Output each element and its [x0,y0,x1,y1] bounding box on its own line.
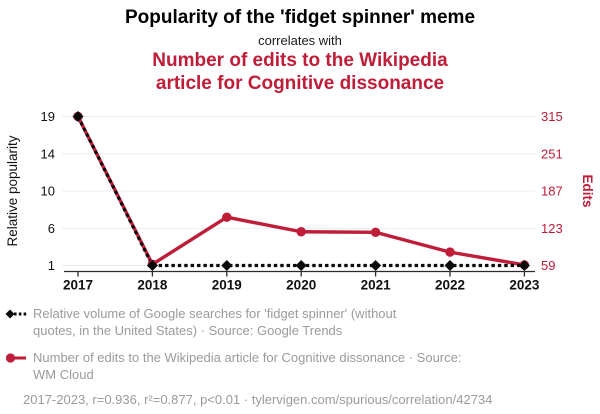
x-axis [63,272,540,293]
diamond-marker [221,260,232,271]
left-tick-label: 14 [40,146,55,162]
circle-marker [297,227,306,236]
correlates-with-label: correlates with [258,33,342,48]
x-axis-year-label: 2022 [434,277,466,293]
left-axis-title: Relative popularity [5,135,20,247]
left-tick-label: 1 [47,258,55,273]
circle-marker [222,212,231,221]
x-axis-year-label: 2018 [137,277,168,293]
chart-subtitle [0,49,600,95]
left-tick-label: 19 [40,109,55,124]
legend [5,305,593,408]
diamond-marker [519,260,530,271]
chart-title: Popularity of the 'fidget spinner' meme [124,7,476,28]
diamond-marker [296,260,307,271]
legend-item-google-trends [5,305,593,339]
legend-item-wikipedia-edits [5,349,593,383]
x-axis-year-label: 2017 [62,277,94,293]
legend-label-google-trends: Relative volume of Google searches for 'fidget spinner' (without quotes, in the United States) · Source: Google Trends [33,306,397,338]
right-axis-tick-labels [541,109,563,273]
red-circle-solid-line-icon [5,352,27,364]
x-axis-year-label: 2021 [360,277,391,293]
diamond-marker [445,260,456,271]
right-tick-label: 315 [541,109,563,124]
left-axis-tick-labels [41,109,55,273]
x-axis-year-label: 2020 [286,277,317,293]
x-axis-year-label: 2023 [509,277,540,293]
left-tick-label: 6 [47,220,55,236]
grid-lines [62,117,535,266]
legend-label-wikipedia-edits: Number of edits to the Wikipedia article for Cognitive dissonance · Source: WM Cloud [33,350,462,382]
stats-footer: 2017-2023, r=0.936, r²=0.877, p<0.01 · tylervigen.com/spurious/correlation/42734 [23,392,493,407]
right-tick-label: 187 [541,183,563,199]
circle-marker [445,247,454,256]
left-tick-label: 10 [40,183,55,199]
black-diamond-dashed-line-icon [5,308,27,320]
right-tick-label: 123 [541,220,563,236]
x-axis-year-label: 2019 [211,277,242,293]
right-tick-label: 59 [541,258,556,273]
circle-marker [371,228,380,237]
right-tick-label: 251 [541,146,563,162]
chart-subtitle-line1: Number of edits to the Wikipedia [152,50,448,71]
diamond-marker [73,111,84,122]
diamond-marker [370,260,381,271]
right-axis-title: Edits [580,174,595,208]
chart-subtitle-line2: article for Cognitive dissonance [155,73,445,94]
